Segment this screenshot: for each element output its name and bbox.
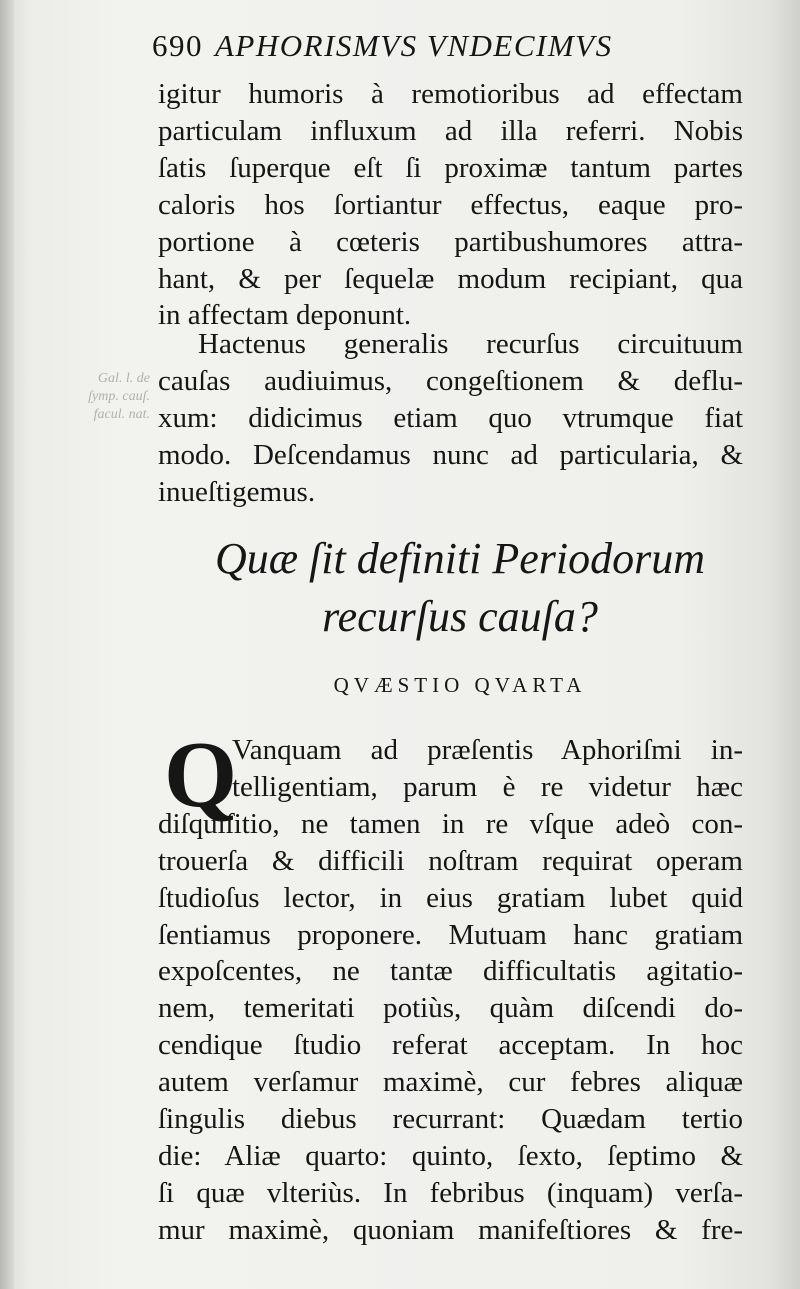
text-line: mur maximè, quoniam manifeſtiores & fre- xyxy=(158,1213,743,1246)
text-line: igitur humoris à remotioribus ad effectam xyxy=(158,78,743,110)
text-line: caloris hos ſortiantur effectus, eaque pro- xyxy=(158,188,743,221)
text-line: Vanquam ad præſentis Aphoriſmi in- xyxy=(232,734,743,766)
text-line: modo. Deſcendamus nunc ad particularia, & xyxy=(158,438,743,471)
text-line: diſquiſitio, ne tamen in re vſque adeò con- xyxy=(158,807,743,840)
text-line: ſatis ſuperque eſt ſi proximæ tantum partes xyxy=(158,151,743,184)
question-title-line: Quæ ſit definiti Periodorum xyxy=(214,534,706,583)
text-line: telligentiam, parum è re videtur hæc xyxy=(232,770,743,803)
paragraph-1 xyxy=(158,76,743,334)
question-subtitle: QVÆSTIO QVARTA xyxy=(333,673,587,697)
paragraph-3-lead xyxy=(232,732,743,806)
text-line: cendique ſtudio referat acceptam. In hoc xyxy=(158,1029,743,1062)
drop-cap: Q xyxy=(164,723,238,827)
text-line: in affectam deponunt. xyxy=(158,299,412,332)
page-number: 690 xyxy=(152,28,203,63)
question-title-line: recurſus cauſa? xyxy=(322,592,598,641)
text-line: expoſcentes, ne tantæ difficultatis agitatio- xyxy=(158,955,743,988)
text-line: particulam influxum ad illa referri. Nobis xyxy=(158,114,743,147)
paragraph-3 xyxy=(158,806,743,1249)
running-header xyxy=(152,28,752,74)
text-line: portione à cœteris partibushumores attra- xyxy=(158,225,743,258)
running-title: APHORISMVS VNDECIMVS xyxy=(215,28,613,63)
text-line: autem verſamur maximè, cur febres aliquæ xyxy=(158,1066,743,1099)
margin-note-line: facul. nat. xyxy=(93,407,150,422)
text-line: die: Aliæ quarto: quinto, ſexto, ſeptimo & xyxy=(158,1139,743,1172)
text-line: ſi quæ vlteriùs. In febribus (inquam) verſa- xyxy=(158,1176,743,1209)
text-line: ſtudioſus lector, in eius gratiam lubet quid xyxy=(158,881,743,914)
margin-note xyxy=(30,370,150,424)
text-line: hant, & per ſequelæ modum recipiant, qua xyxy=(158,262,743,295)
text-line: trouerſa & difficili noſtram requirat operam xyxy=(158,844,743,877)
text-line: inueſtigemus. xyxy=(158,475,316,508)
text-line: ſingulis diebus recurrant: Quædam tertio xyxy=(158,1103,743,1136)
question-title xyxy=(170,530,750,646)
paragraph-2 xyxy=(158,326,743,511)
margin-note-line: Gal. l. de xyxy=(97,371,150,386)
text-line: nem, temeritati potiùs, quàm diſcendi do- xyxy=(158,992,743,1025)
margin-note-line: ſymp. cauſ. xyxy=(88,389,150,404)
text-line: xum: didicimus etiam quo vtrumque fiat xyxy=(158,401,743,434)
text-line: cauſas audiuimus, congeſtionem & deflu- xyxy=(158,364,743,397)
text-line: ſentiamus proponere. Mutuam hanc gratiam xyxy=(158,918,743,951)
text-line: Hactenus generalis recurſus circuituum xyxy=(198,328,743,360)
